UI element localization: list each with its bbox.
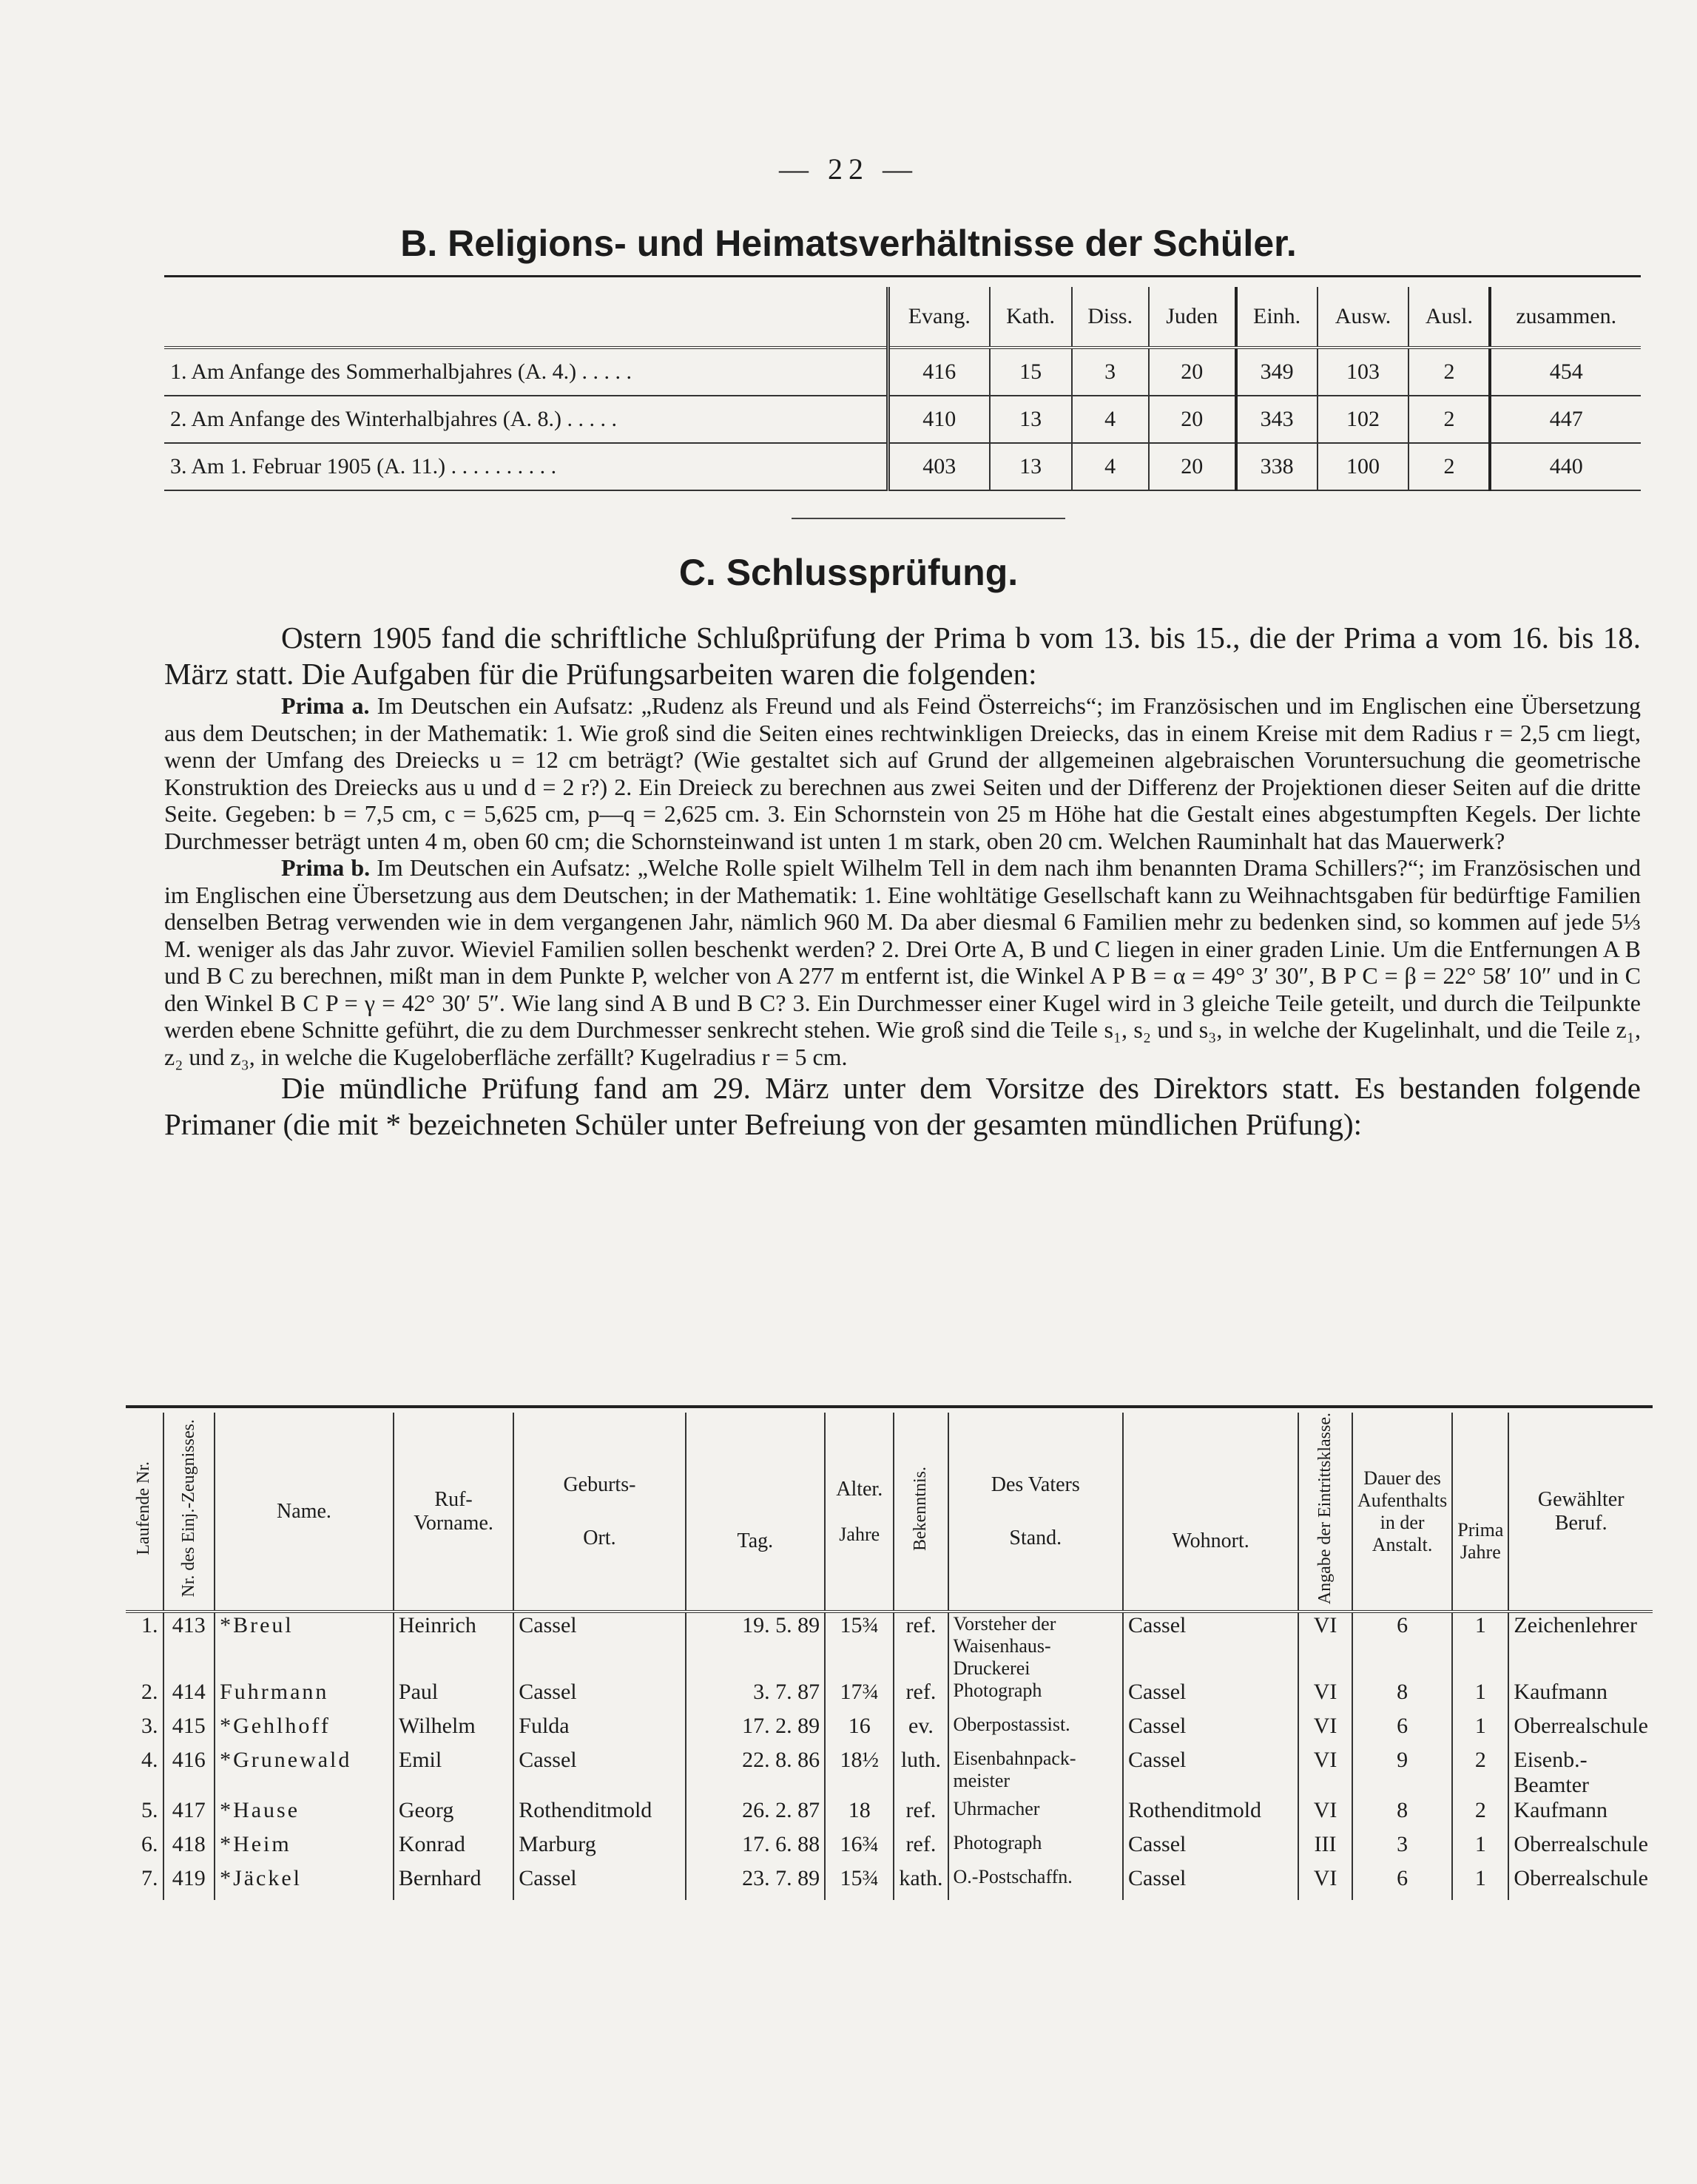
hdr-laufende: Laufende Nr. xyxy=(126,1413,163,1612)
birth-place: Cassel xyxy=(513,1866,685,1900)
row-number: 3. xyxy=(141,1714,158,1739)
entry-class: VI xyxy=(1298,1748,1352,1798)
cell: 2 xyxy=(1408,348,1490,396)
birth-place: Fulda xyxy=(513,1714,685,1748)
cell: 20 xyxy=(1149,443,1236,490)
father-residence: Cassel xyxy=(1123,1748,1298,1798)
hdr-stand: Des Vaters Stand. xyxy=(948,1413,1124,1612)
years-prima: 1 xyxy=(1452,1612,1508,1680)
prima-a-label: Prima a. xyxy=(281,692,370,719)
table-top-rule xyxy=(126,1405,1653,1408)
cell: 4 xyxy=(1072,443,1149,490)
col-zusammen: zusammen. xyxy=(1490,287,1641,348)
prima-b-paragraph xyxy=(164,854,1641,1070)
age: 16 xyxy=(825,1714,894,1748)
col-diss: Diss. xyxy=(1072,287,1149,348)
prima-b-label: Prima b. xyxy=(281,854,371,881)
hdr-alter: Alter. Jahre xyxy=(825,1413,894,1612)
cell: 102 xyxy=(1318,396,1409,443)
father-residence: Cassel xyxy=(1123,1680,1298,1714)
section-divider xyxy=(792,518,1065,519)
father-occupation: Eisenbahnpack-meister xyxy=(948,1748,1124,1798)
religion-table xyxy=(164,287,1641,491)
chosen-profession: Oberrealschule xyxy=(1508,1714,1653,1748)
table-row xyxy=(126,1866,1653,1900)
cell: 2 xyxy=(1408,443,1490,490)
hdr-ort: Geburts- Ort. xyxy=(513,1413,685,1612)
birth-date: 23. 7. 89 xyxy=(686,1866,825,1900)
col-ausl: Ausl. xyxy=(1408,287,1490,348)
entry-class: VI xyxy=(1298,1714,1352,1748)
pupil-name: *Heim xyxy=(215,1832,394,1866)
first-name: Paul xyxy=(394,1680,513,1714)
years-school: 6 xyxy=(1352,1612,1452,1680)
birth-place: Rothenditmold xyxy=(513,1798,685,1832)
section-c-title: C. Schlussprüfung. xyxy=(678,552,1019,593)
einj-number: 413 xyxy=(163,1612,215,1680)
years-prima: 1 xyxy=(1452,1866,1508,1900)
age: 15¾ xyxy=(825,1612,894,1680)
oral-paragraph: Die mündliche Prüfung fand am 29. März unter dem Vorsitze des Direktors statt. Es bestanden folgende Primaner (die mit * bezeichneten Schüler unter Befreiung von der gesamten mündlichen Prüfung): xyxy=(164,1071,1641,1141)
father-residence: Cassel xyxy=(1123,1866,1298,1900)
cell: 15 xyxy=(990,348,1072,396)
einj-number: 415 xyxy=(163,1714,215,1748)
cell: 349 xyxy=(1236,348,1318,396)
pupil-name: *Jäckel xyxy=(215,1866,394,1900)
hdr-rufname: Ruf-Vorname. xyxy=(394,1413,513,1612)
father-residence: Rothenditmold xyxy=(1123,1798,1298,1832)
hdr-prima: Prima Jahre xyxy=(1452,1413,1508,1612)
first-name: Emil xyxy=(394,1748,513,1798)
pupil-name: *Grunewald xyxy=(215,1748,394,1798)
prima-a-text: Im Deutschen ein Aufsatz: „Rudenz als Freund und als Feind Österreichs“; im Französischen und im Englischen eine Übersetzung aus dem Deutschen; in der Mathematik: 1. Wie groß sind die Seiten eines rechtwinkligen Dreiecks, das in einem Kreise mit dem Radius r = 2,5 cm liegt, wenn der Umfang des Dreiecks u = 12 cm beträgt? (Wie gestaltet sich auf Grund der allgemeinen algebraischen Voruntersuchung die geometrische Konstruktion des Dreiecks aus u und d = 2 r?) 2. Ein Dreieck zu berechnen aus zwei Seiten und der Differenz der Projektionen dieser Seiten auf die dritte Seite. Gegeben: b = 7,5 cm, c = 5,625 cm, p—q = 2,625 cm. 3. Ein Schornstein von 25 m Höhe hat die Gestalt eines abgestumpften Kegels. Der lichte Durchmesser beträgt unten 4 m, oben 60 cm; die Schornsteinwand ist unten 1 m stark, oben 20 cm. Welchen Rauminhalt hat das Mauerwerk? xyxy=(164,692,1642,854)
hdr-wohnort: Wohnort. xyxy=(1123,1413,1298,1612)
prima-b-text: Im Deutschen ein Aufsatz: „Welche Rolle spielt Wilhelm Tell in dem nach ihm benannten Drama Schillers?“; im Französischen und im Englischen eine Übersetzung aus dem Deutschen; in der Mathematik: 1. Eine wohltätige Gesellschaft kann zu Weihnachtsgaben für bedürftige Familien denselben Betrag verwenden wie in dem vergangenen Jahr, nämlich 960 M. Da aber diesmal 6 Familien mehr zu bedenken sind, so kommen auf jede 5⅓ M. weniger als das Jahr zuvor. Wieviel Familien sollen beschenkt werden? 2. Drei Orte A, B und C liegen in einer graden Linie. Um die Entfernungen A B und B C zu berechnen, mißt man in dem Punkte P, welcher von A 277 m entfernt ist, die Winkel A P B = α = 49° 3′ 30″, B P C = β = 22° 58′ 10″ und in C den Winkel B C P = γ = 42° 30′ 5″. Wie lang sind A B und B C? 3. Ein Durchmesser einer Kugel wird in 3 gleiche Teile geteilt, und durch die Teilpunkte werden ebene Schnitte geführt, die zu dem Durchmesser senkrecht stehen. Wie groß sind die Teile s₁, s₂ und s₃, in welche der Kugelinhalt, und die Teile z₁, z₂ und z₃, in welche die Kugeloberfläche zerfällt? Kugelradius r = 5 cm. xyxy=(164,854,1642,1070)
father-occupation: Photograph xyxy=(948,1680,1124,1714)
cell: 13 xyxy=(990,396,1072,443)
col-juden: Juden xyxy=(1149,287,1236,348)
cell: 3 xyxy=(1072,348,1149,396)
prima-a-paragraph xyxy=(164,692,1641,854)
page-number: — 22 — xyxy=(779,152,918,186)
table-row xyxy=(126,1680,1653,1714)
col-kath: Kath. xyxy=(990,287,1072,348)
chosen-profession: Eisenb.-Beamter xyxy=(1508,1748,1653,1798)
father-occupation: Uhrmacher xyxy=(948,1798,1124,1832)
cell: 338 xyxy=(1236,443,1318,490)
birth-date: 26. 2. 87 xyxy=(686,1798,825,1832)
father-residence: Cassel xyxy=(1123,1612,1298,1680)
table-row xyxy=(126,1832,1653,1866)
intro-paragraph: Ostern 1905 fand die schriftliche Schlußprüfung der Prima b vom 13. bis 15., die der Prima a vom 16. bis 18. März statt. Die Aufgaben für die Prüfungsarbeiten waren die folgenden: xyxy=(164,621,1641,691)
religion: ev. xyxy=(894,1714,948,1748)
birth-place: Cassel xyxy=(513,1680,685,1714)
hdr-nr-einj: Nr. des Einj.-Zeugnisses. xyxy=(163,1413,215,1612)
table-row xyxy=(126,1612,1653,1680)
chosen-profession: Kaufmann xyxy=(1508,1680,1653,1714)
cell: 4 xyxy=(1072,396,1149,443)
pupil-name: *Hause xyxy=(215,1798,394,1832)
years-school: 6 xyxy=(1352,1714,1452,1748)
cell: 440 xyxy=(1490,443,1641,490)
hdr-eintritt: Angabe der Eintrittsklasse. xyxy=(1298,1413,1352,1612)
father-occupation: Photograph xyxy=(948,1832,1124,1866)
col-evang: Evang. xyxy=(888,287,990,348)
pupil-name: Fuhrmann xyxy=(215,1680,394,1714)
table-row xyxy=(164,443,1641,490)
cell: 416 xyxy=(888,348,990,396)
entry-class: III xyxy=(1298,1832,1352,1866)
col-ausw: Ausw. xyxy=(1318,287,1409,348)
cell: 2 xyxy=(1408,396,1490,443)
chosen-profession: Oberrealschule xyxy=(1508,1866,1653,1900)
chosen-profession: Kaufmann xyxy=(1508,1798,1653,1832)
pupil-name: *Breul xyxy=(215,1612,394,1680)
row-number: 2. xyxy=(141,1680,158,1705)
age: 18 xyxy=(825,1798,894,1832)
row-label: 3. Am 1. Februar 1905 (A. 11.) . . . . . . . . . . xyxy=(164,443,888,490)
entry-class: VI xyxy=(1298,1866,1352,1900)
cell: 454 xyxy=(1490,348,1641,396)
birth-date: 22. 8. 86 xyxy=(686,1748,825,1798)
cell: 447 xyxy=(1490,396,1641,443)
hdr-anstalt: Dauer des Aufenthalts in der Anstalt. xyxy=(1352,1413,1452,1612)
years-prima: 1 xyxy=(1452,1714,1508,1748)
row-number: 1. xyxy=(141,1613,158,1638)
row-number: 5. xyxy=(141,1798,158,1823)
religion: luth. xyxy=(894,1748,948,1798)
first-name: Wilhelm xyxy=(394,1714,513,1748)
birth-place: Cassel xyxy=(513,1612,685,1680)
hdr-name: Name. xyxy=(215,1413,394,1612)
first-name: Heinrich xyxy=(394,1612,513,1680)
row-label: 2. Am Anfange des Winterhalbjahres (A. 8.) . . . . . xyxy=(164,396,888,443)
pupil-name: *Gehlhoff xyxy=(215,1714,394,1748)
col-einh: Einh. xyxy=(1236,287,1318,348)
first-name: Georg xyxy=(394,1798,513,1832)
einj-number: 414 xyxy=(163,1680,215,1714)
cell: 343 xyxy=(1236,396,1318,443)
years-prima: 2 xyxy=(1452,1748,1508,1798)
table-row xyxy=(126,1798,1653,1832)
chosen-profession: Zeichenlehrer xyxy=(1508,1612,1653,1680)
einj-number: 416 xyxy=(163,1748,215,1798)
age: 18½ xyxy=(825,1748,894,1798)
years-prima: 1 xyxy=(1452,1680,1508,1714)
title-rule xyxy=(164,275,1641,277)
religion: ref. xyxy=(894,1612,948,1680)
first-name: Konrad xyxy=(394,1832,513,1866)
age: 15¾ xyxy=(825,1866,894,1900)
age: 17¾ xyxy=(825,1680,894,1714)
table-row xyxy=(126,1748,1653,1798)
father-residence: Cassel xyxy=(1123,1832,1298,1866)
table-row xyxy=(164,348,1641,396)
years-prima: 1 xyxy=(1452,1832,1508,1866)
hdr-beruf: Gewählter Beruf. xyxy=(1508,1413,1653,1612)
entry-class: VI xyxy=(1298,1680,1352,1714)
religion: kath. xyxy=(894,1866,948,1900)
row-number: 7. xyxy=(141,1866,158,1891)
religion: ref. xyxy=(894,1680,948,1714)
section-b-title: B. Religions- und Heimatsverhältnisse der Schüler. xyxy=(400,223,1297,264)
religion: ref. xyxy=(894,1832,948,1866)
birth-date: 3. 7. 87 xyxy=(686,1680,825,1714)
pupils-table xyxy=(126,1413,1653,1900)
father-occupation: O.-Postschaffn. xyxy=(948,1866,1124,1900)
cell: 13 xyxy=(990,443,1072,490)
cell: 410 xyxy=(888,396,990,443)
father-occupation: Oberpostassist. xyxy=(948,1714,1124,1748)
einj-number: 418 xyxy=(163,1832,215,1866)
years-school: 8 xyxy=(1352,1680,1452,1714)
first-name: Bernhard xyxy=(394,1866,513,1900)
hdr-tag: Tag. xyxy=(686,1413,825,1612)
row-number: 6. xyxy=(141,1832,158,1857)
father-occupation: Vorsteher der Waisenhaus-Druckerei xyxy=(948,1612,1124,1680)
cell: 100 xyxy=(1318,443,1409,490)
cell: 20 xyxy=(1149,396,1236,443)
pupils-header-row xyxy=(126,1413,1653,1612)
einj-number: 417 xyxy=(163,1798,215,1832)
table-row xyxy=(126,1714,1653,1748)
birth-place: Marburg xyxy=(513,1832,685,1866)
birth-date: 17. 2. 89 xyxy=(686,1714,825,1748)
birth-date: 17. 6. 88 xyxy=(686,1832,825,1866)
hdr-bekenntnis: Bekenntnis. xyxy=(894,1413,948,1612)
chosen-profession: Oberrealschule xyxy=(1508,1832,1653,1866)
father-residence: Cassel xyxy=(1123,1714,1298,1748)
years-school: 3 xyxy=(1352,1832,1452,1866)
years-prima: 2 xyxy=(1452,1798,1508,1832)
table-row xyxy=(164,396,1641,443)
years-school: 6 xyxy=(1352,1866,1452,1900)
religion: ref. xyxy=(894,1798,948,1832)
entry-class: VI xyxy=(1298,1612,1352,1680)
row-number: 4. xyxy=(141,1748,158,1773)
birth-place: Cassel xyxy=(513,1748,685,1798)
years-school: 9 xyxy=(1352,1748,1452,1798)
empty-header xyxy=(164,287,888,348)
einj-number: 419 xyxy=(163,1866,215,1900)
age: 16¾ xyxy=(825,1832,894,1866)
row-label: 1. Am Anfange des Sommerhalbjahres (A. 4.) . . . . . xyxy=(164,348,888,396)
exam-text xyxy=(164,620,1641,1143)
religion-header-row xyxy=(164,287,1641,348)
cell: 403 xyxy=(888,443,990,490)
entry-class: VI xyxy=(1298,1798,1352,1832)
years-school: 8 xyxy=(1352,1798,1452,1832)
cell: 20 xyxy=(1149,348,1236,396)
cell: 103 xyxy=(1318,348,1409,396)
birth-date: 19. 5. 89 xyxy=(686,1612,825,1680)
